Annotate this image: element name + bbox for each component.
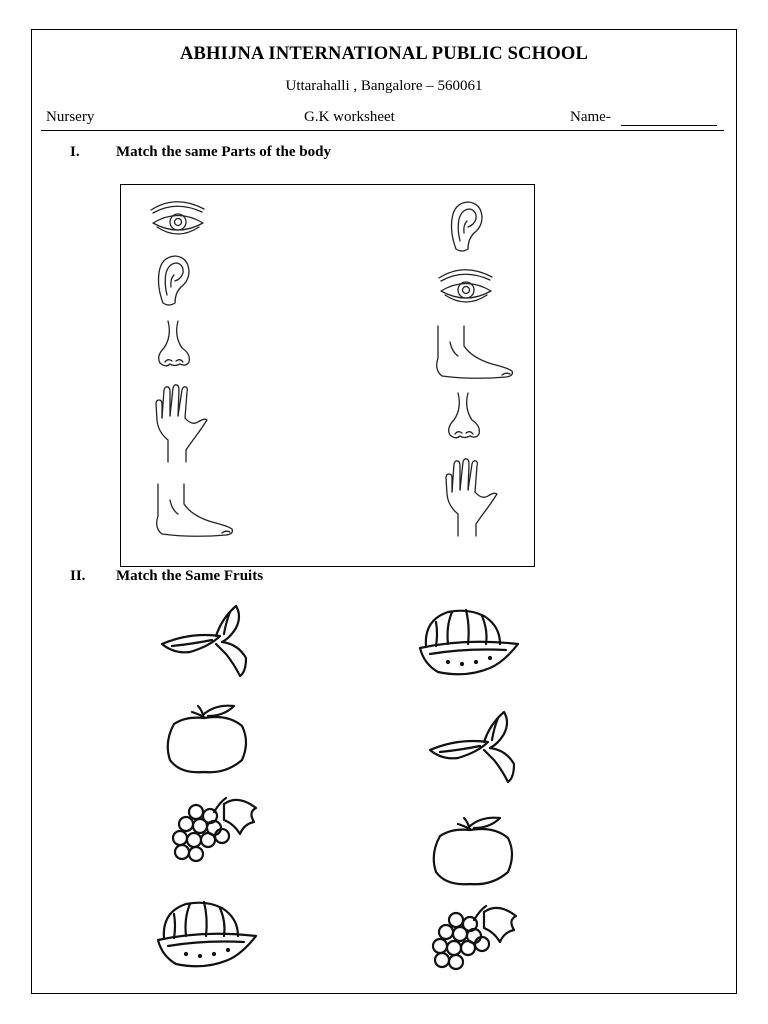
foot-icon[interactable] [432, 324, 516, 380]
banana-icon[interactable] [428, 708, 520, 784]
hand-icon[interactable] [442, 458, 500, 538]
melon-icon[interactable] [416, 606, 522, 680]
grapes-icon[interactable] [168, 794, 262, 866]
banana-icon[interactable] [160, 602, 252, 678]
section-2-title: Match the Same Fruits [116, 568, 264, 584]
melon-icon[interactable] [154, 898, 260, 972]
ear-icon[interactable] [153, 253, 193, 307]
foot-icon[interactable] [152, 482, 236, 538]
eye-icon[interactable] [148, 196, 208, 240]
ear-icon[interactable] [446, 199, 486, 253]
orange-icon[interactable] [164, 702, 250, 774]
name-label: Name- [570, 109, 611, 125]
worksheet-title: G.K worksheet [304, 109, 395, 125]
section-1-title: Match the same Parts of the body [116, 144, 331, 160]
header-divider [41, 130, 724, 131]
nose-icon[interactable] [444, 390, 484, 442]
name-blank-line[interactable] [621, 112, 717, 126]
section-2-number: II. [70, 568, 86, 584]
school-name: ABHIJNA INTERNATIONAL PUBLIC SCHOOL [179, 44, 589, 64]
school-address: Uttarahalli , Bangalore – 560061 [285, 78, 483, 94]
class-label: Nursery [46, 109, 95, 125]
section-1-number: I. [70, 144, 80, 160]
eye-icon[interactable] [436, 264, 496, 308]
grapes-icon[interactable] [428, 902, 522, 974]
orange-icon[interactable] [430, 814, 516, 886]
hand-icon[interactable] [152, 384, 210, 464]
nose-icon[interactable] [154, 318, 194, 370]
